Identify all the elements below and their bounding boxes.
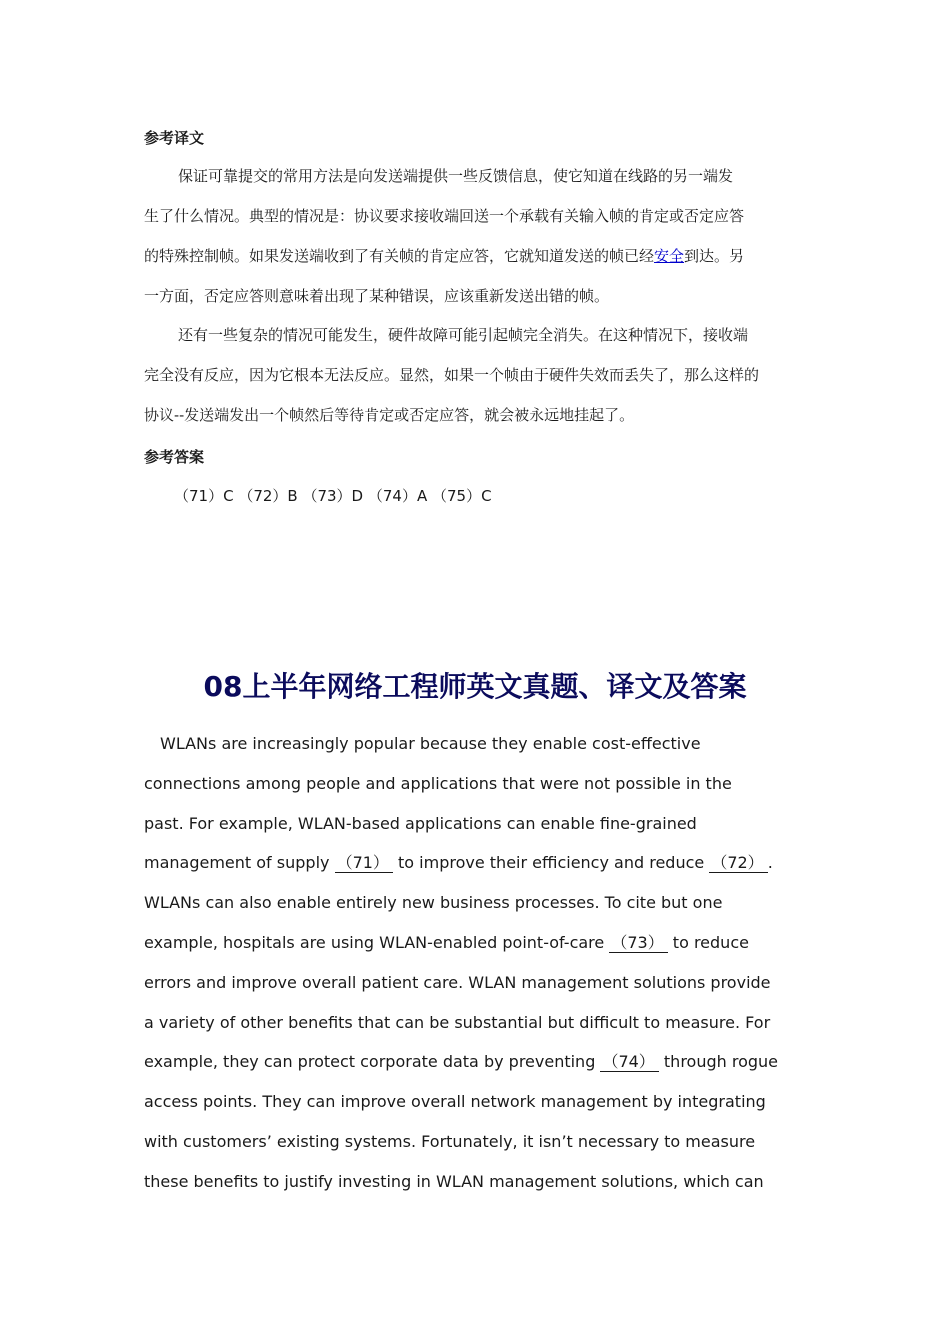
translation-p1-line-2: 生了什么情况。典型的情况是：协议要求接收端回送一个承载有关输入帧的肯定或否定应答: [144, 207, 745, 225]
english-line-12: these benefits to justify investing in WLAN management solutions, which can: [144, 1171, 764, 1191]
english-line-2: connections among people and applications that were not possible in the: [144, 773, 732, 793]
english-line-4-c: .: [767, 853, 773, 873]
translation-p1-line-1: 保证可靠提交的常用方法是向发送端提供一些反馈信息，使它知道在线路的另一端发: [178, 167, 734, 185]
translation-p1-line-3-tail: 到达。另: [684, 247, 745, 265]
english-line-4-a: management of supply: [144, 853, 335, 873]
english-line-1: WLANs are increasingly popular because they enable cost-effective: [160, 734, 701, 753]
page-title: [0, 665, 950, 705]
english-line-9-a: example, they can protect corporate data by preventing: [144, 1052, 601, 1072]
english-paragraph: [144, 724, 824, 1202]
blank-72: （72）: [709, 854, 767, 873]
english-line-8: a variety of other benefits that can be substantial but difficult to measure. For: [144, 1012, 771, 1032]
blank-73: （73）: [609, 934, 667, 953]
english-line-5: WLANs can also enable entirely new business processes. To cite but one: [144, 893, 723, 913]
answer-list: （71）C （72）B （73）D （74）A （75）C: [174, 487, 492, 505]
english-line-7: errors and improve overall patient care. WLAN management solutions provide: [144, 972, 771, 992]
translation-p2-line-2: 完全没有反应，因为它根本无法反应。显然，如果一个帧由于硬件失效而丢失了，那么这样的: [144, 366, 760, 384]
title-number: 08: [203, 670, 243, 703]
english-line-6-b: to reduce: [667, 932, 749, 952]
english-line-9-b: through rogue: [658, 1052, 779, 1072]
english-line-4-b: to improve their efficiency and reduce: [392, 853, 710, 873]
safety-link[interactable]: 安全: [654, 247, 685, 265]
translation-p2-line-3: 协议--发送端发出一个帧然后等待肯定或否定应答，就会被永远地挂起了。: [144, 406, 635, 424]
translation-paragraph-2: [144, 315, 809, 435]
translation-heading: 参考译文: [144, 129, 205, 147]
blank-74: （74）: [600, 1053, 658, 1072]
blank-71: （71）: [335, 854, 393, 873]
translation-p1-line-3-text: 的特殊控制帧。如果发送端收到了有关帧的肯定应答，它就知道发送的帧已经: [144, 247, 655, 265]
english-line-6-a: example, hospitals are using WLAN-enabled point-of-care: [144, 932, 610, 952]
english-line-3: past. For example, WLAN-based applications can enable fine-grained: [144, 813, 697, 833]
translation-p1-line-4: 一方面，否定应答则意味着出现了某种错误，应该重新发送出错的帧。: [144, 287, 610, 305]
english-line-9: [144, 1042, 824, 1082]
english-line-11: with customers’ existing systems. Fortunately, it isn’t necessary to measure: [144, 1131, 756, 1151]
translation-p2-line-1: 还有一些复杂的情况可能发生，硬件故障可能引起帧完全消失。在这种情况下，接收端: [178, 326, 749, 344]
english-line-10: access points. They can improve overall network management by integrating: [144, 1092, 766, 1112]
title-text: 上半年网络工程师英文真题、译文及答案: [242, 670, 747, 703]
english-line-6: [144, 923, 824, 963]
translation-p1-line-3: [144, 236, 809, 276]
answer-heading: 参考答案: [144, 448, 205, 466]
translation-paragraph-1: [144, 156, 809, 316]
english-line-4: [144, 843, 824, 883]
